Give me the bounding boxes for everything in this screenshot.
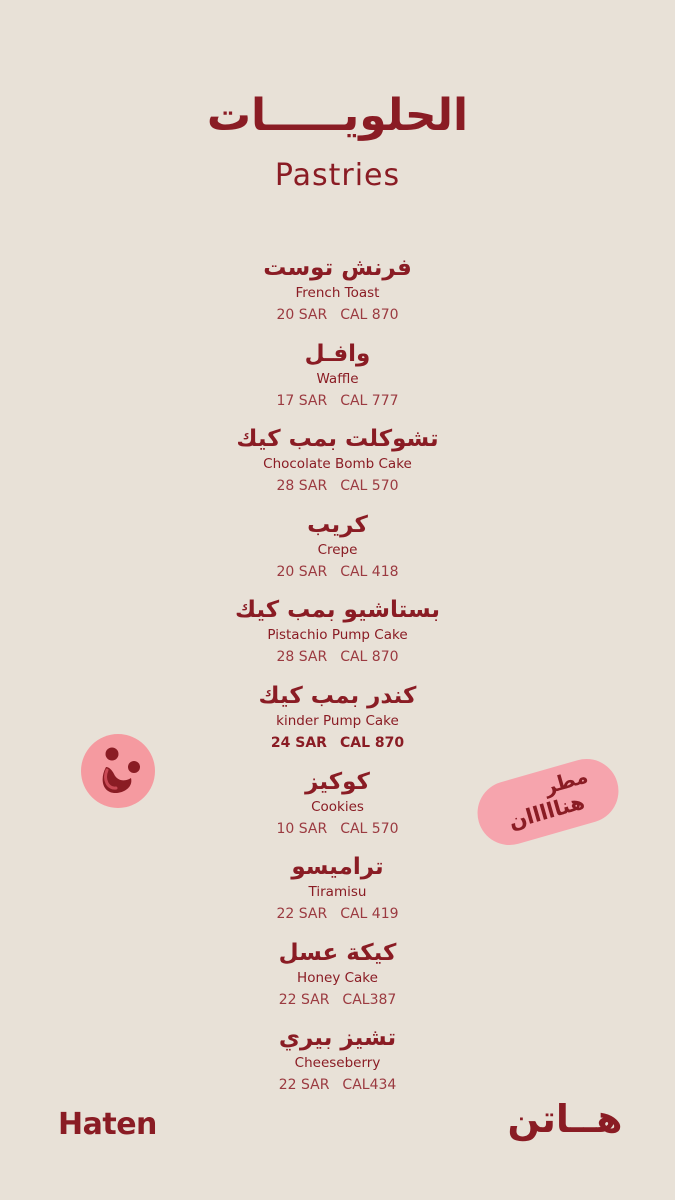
item-price: 20 SAR bbox=[276, 563, 328, 580]
menu-item-tiramisu bbox=[0, 851, 675, 937]
item-meta bbox=[0, 559, 675, 585]
item-name-en: Cookies bbox=[311, 798, 364, 815]
item-name-ar: كوكيز bbox=[305, 768, 370, 795]
brand-logo-icon bbox=[81, 734, 155, 808]
item-name-ar: كندر بمب كيك bbox=[258, 682, 417, 709]
item-name-en: Crepe bbox=[317, 541, 358, 558]
menu-item-crepe bbox=[0, 509, 675, 595]
item-calories: CAL 418 bbox=[340, 563, 399, 580]
item-name-en: Waffle bbox=[316, 370, 359, 387]
item-meta bbox=[0, 901, 675, 927]
item-price: 20 SAR bbox=[276, 307, 328, 323]
menu-item-chocolate-bomb-cake bbox=[0, 423, 675, 509]
item-name-en: Cheeseberry bbox=[294, 1055, 381, 1072]
item-calories: CAL 570 bbox=[340, 820, 399, 837]
item-calories: CAL 870 bbox=[340, 649, 399, 666]
item-price: 28 SAR bbox=[276, 649, 328, 666]
item-price: 22 SAR bbox=[276, 906, 328, 923]
promo-stamp-line2: هنااااان bbox=[505, 789, 588, 835]
page-subtitle: Pastries bbox=[274, 158, 401, 193]
item-price: 24 SAR bbox=[270, 734, 327, 751]
item-name-en: Chocolate Bomb Cake bbox=[263, 456, 412, 473]
item-name-ar: فرنش توست bbox=[263, 255, 412, 281]
item-calories: CAL434 bbox=[342, 1077, 397, 1094]
item-name-en: Honey Cake bbox=[297, 969, 378, 986]
item-price: 22 SAR bbox=[278, 1077, 330, 1094]
item-name-en: Tiramisu bbox=[308, 884, 367, 901]
item-calories: CAL387 bbox=[342, 991, 397, 1008]
item-meta bbox=[0, 388, 675, 414]
brand-logo-ar: هــاتن bbox=[507, 1097, 623, 1141]
menu-list bbox=[0, 252, 675, 1108]
item-calories: CAL 570 bbox=[340, 478, 399, 495]
item-meta bbox=[0, 302, 675, 328]
item-price: 22 SAR bbox=[278, 991, 330, 1008]
item-name-en: kinder Pump Cake bbox=[276, 712, 399, 729]
item-meta bbox=[0, 987, 675, 1013]
page-title: الحلويـــــات bbox=[206, 90, 469, 141]
brand-logo-en: Haten bbox=[58, 1107, 157, 1142]
menu-item-honey-cake bbox=[0, 937, 675, 1023]
item-meta bbox=[0, 644, 675, 670]
item-calories: CAL 419 bbox=[340, 906, 399, 923]
promo-stamp-line1: مطر bbox=[541, 763, 591, 799]
item-name-en: Pistachio Pump Cake bbox=[267, 627, 408, 644]
item-name-en: French Toast bbox=[295, 285, 380, 301]
menu-item-french-toast bbox=[0, 252, 675, 338]
menu-item-waffle bbox=[0, 338, 675, 424]
item-price: 17 SAR bbox=[276, 392, 328, 409]
item-name-ar: وافـل bbox=[304, 340, 371, 367]
item-name-ar: كريب bbox=[307, 511, 368, 538]
item-name-ar: كيكة عسل bbox=[278, 939, 397, 966]
item-price: 10 SAR bbox=[276, 820, 328, 837]
item-calories: CAL 870 bbox=[340, 307, 399, 323]
menu-item-pistachio-pump-cake bbox=[0, 594, 675, 680]
item-calories: CAL 777 bbox=[340, 392, 399, 409]
item-price: 28 SAR bbox=[276, 478, 328, 495]
item-calories: CAL 870 bbox=[339, 734, 405, 751]
item-meta bbox=[0, 473, 675, 499]
item-name-ar: بستاشيو بمب كيك bbox=[234, 597, 441, 624]
item-name-ar: تشوكلت بمب كيك bbox=[236, 426, 439, 453]
item-name-ar: تشيز بيري bbox=[278, 1025, 397, 1052]
item-name-ar: تراميسو bbox=[291, 854, 384, 881]
